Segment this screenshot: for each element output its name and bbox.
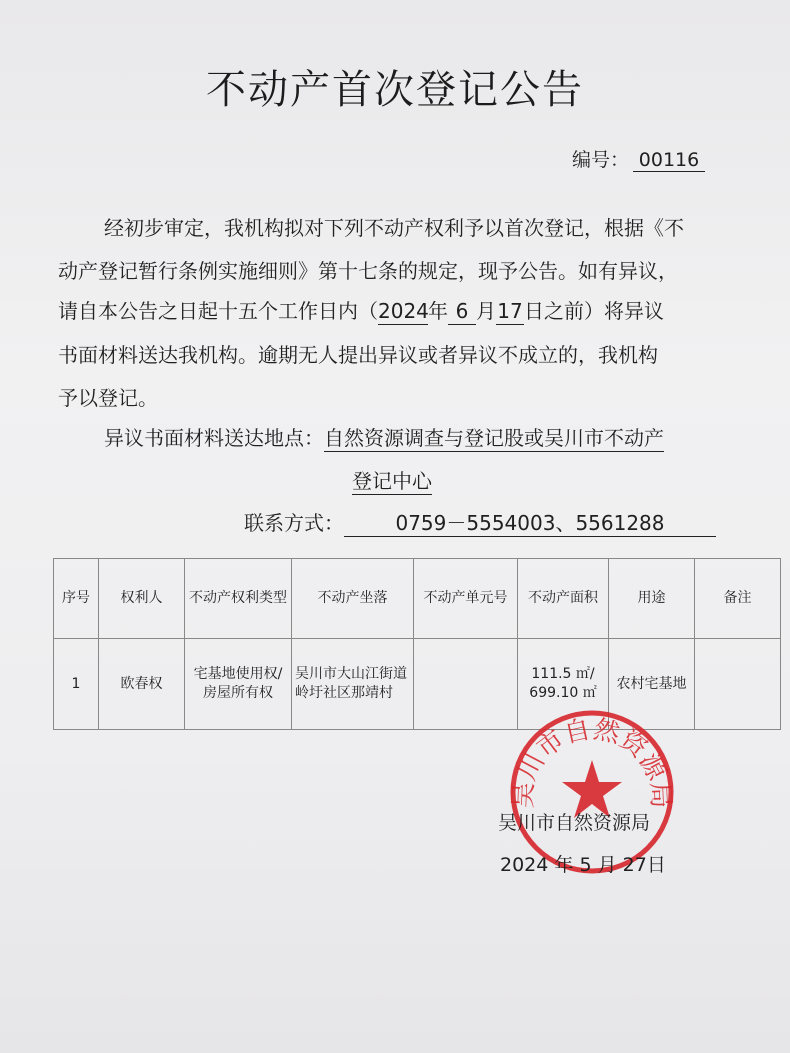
table-header-cell: 不动产面积 — [518, 559, 609, 639]
address-row — [104, 425, 664, 452]
contact-label: 联系方式： — [244, 511, 344, 535]
body-line-2: 动产登记暂行条例实施细则》第十七条的规定，现予公告。如有异议， — [58, 259, 678, 283]
deadline-month-unit: 月 — [476, 299, 496, 323]
doc-number — [572, 145, 705, 172]
table-cell: 农村宅基地 — [609, 639, 695, 730]
body-line-3 — [58, 298, 664, 325]
table-header-cell: 不动产单元号 — [414, 559, 518, 639]
deadline-month: 6 — [448, 298, 476, 325]
page-title: 不动产首次登记公告 — [206, 67, 584, 113]
table-header-cell: 备注 — [695, 559, 781, 639]
issue-day: 27 — [622, 854, 647, 876]
doc-number-value: 00116 — [633, 149, 705, 172]
table-cell: 111.5 ㎡/ 699.10 ㎡ — [518, 639, 609, 730]
table-cell: 吴川市大山江街道岭圩社区那靖村 — [292, 639, 414, 730]
table-header-cell: 序号 — [54, 559, 99, 639]
contact-row — [244, 510, 716, 537]
table-header-cell: 不动产坐落 — [292, 559, 414, 639]
table-cell — [695, 639, 781, 730]
issue-date — [500, 850, 666, 877]
contact-value: 0759－5554003、5561288 — [344, 510, 716, 537]
body-line-3-start: 请自本公告之日起十五个工作日内（ — [58, 299, 378, 323]
address-value-line-1: 自然资源调查与登记股或吴川市不动产 — [324, 426, 664, 450]
issuer-name: 吴川市自然资源局 — [498, 812, 651, 834]
table-header-cell: 不动产权利类型 — [185, 559, 292, 639]
doc-number-label: 编号： — [572, 149, 630, 171]
body-line-4: 书面材料送达我机构。逾期无人提出异议或者异议不成立的，我机构 — [58, 343, 658, 367]
deadline-year-unit: 年 — [428, 299, 448, 323]
issue-month: 5 — [579, 854, 592, 876]
issue-year: 2024 — [500, 854, 549, 876]
table-cell — [414, 639, 518, 730]
issue-month-unit: 月 — [597, 854, 617, 876]
table-header-cell: 用途 — [609, 559, 695, 639]
issue-day-unit: 日 — [646, 854, 666, 876]
body-line-3-end: 日之前）将异议 — [524, 299, 664, 323]
table-cell: 1 — [54, 639, 99, 730]
address-label: 异议书面材料送达地点： — [104, 426, 324, 450]
issue-year-unit: 年 — [554, 854, 574, 876]
address-row-2 — [352, 468, 432, 495]
registration-table — [53, 558, 781, 730]
table-header-cell: 权利人 — [99, 559, 185, 639]
address-value-line-2: 登记中心 — [352, 469, 432, 493]
body-line-1: 经初步审定，我机构拟对下列不动产权利予以首次登记，根据《不 — [104, 216, 684, 240]
table-header-row — [54, 559, 781, 639]
table-cell: 宅基地使用权/房屋所有权 — [185, 639, 292, 730]
table-cell: 欧春权 — [99, 639, 185, 730]
body-line-5: 予以登记。 — [58, 386, 158, 410]
seal-text: 吴川市自然资源局 — [508, 714, 676, 809]
deadline-day: 17 — [497, 299, 523, 323]
deadline-year: 2024 — [378, 299, 429, 323]
